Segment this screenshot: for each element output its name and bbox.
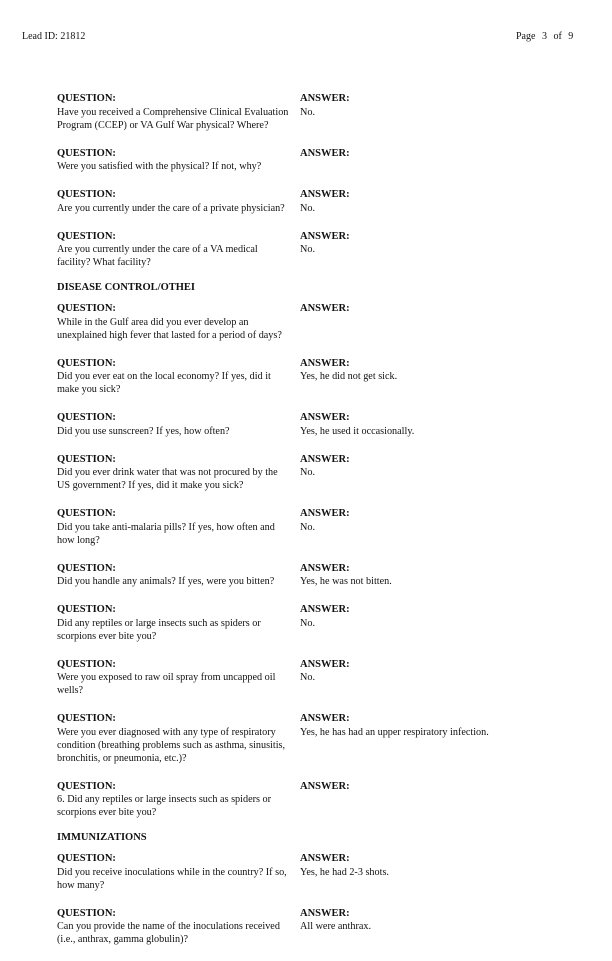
answer-text: Yes, he had 2-3 shots. <box>300 866 389 878</box>
qa-row <box>57 907 557 947</box>
qa-row <box>57 302 557 342</box>
answer-block <box>300 453 540 493</box>
question-label: QUESTION: <box>57 412 116 423</box>
question-block <box>57 188 300 215</box>
question-text: wells? <box>57 685 84 696</box>
answer-label: ANSWER: <box>300 508 350 519</box>
qa-row <box>57 603 557 643</box>
question-text: Did any reptiles or large insects such as spiders or <box>57 617 261 629</box>
question-label: QUESTION: <box>57 230 116 242</box>
question-text: scorpions ever bite you? <box>57 807 157 818</box>
question-label: QUESTION: <box>57 357 116 369</box>
answer-label: ANSWER: <box>300 357 350 369</box>
answer-text: All were anthrax. <box>300 921 371 932</box>
answer-text: No. <box>300 244 315 255</box>
qa-row <box>57 562 557 589</box>
qa-row <box>57 357 557 397</box>
answer-text: Yes, he was not bitten. <box>300 576 392 587</box>
section-heading: DISEASE CONTROL/OTHEI <box>57 282 195 293</box>
question-label: QUESTION: <box>57 604 116 615</box>
question-text: unexplained high fever that lasted for a period of days? <box>57 329 282 341</box>
answer-block <box>300 658 540 698</box>
question-block <box>57 302 300 342</box>
question-text: US government? If yes, did it make you sick? <box>57 480 244 491</box>
answer-label: ANSWER: <box>300 453 350 465</box>
answer-block <box>300 562 540 589</box>
question-label: QUESTION: <box>57 147 116 159</box>
answer-block <box>300 188 540 215</box>
question-block <box>57 562 300 589</box>
qa-row <box>57 92 557 132</box>
question-text: condition (breathing problems such as asthma, sinusitis, <box>57 739 286 751</box>
question-text: 6. Did any reptiles or large insects such as spiders or <box>57 794 271 805</box>
question-text: Are you currently under the care of a VA medical <box>57 244 258 255</box>
answer-block <box>300 712 540 765</box>
question-text: Did you ever eat on the local economy? If yes, did it <box>57 371 271 382</box>
answer-label: ANSWER: <box>300 853 350 864</box>
question-text: (i.e., anthrax, gamma globulin)? <box>57 934 188 945</box>
answer-block <box>300 603 540 643</box>
question-text: Have you received a Comprehensive Clinical Evaluation <box>57 106 289 118</box>
question-label: QUESTION: <box>57 562 116 574</box>
question-text: While in the Gulf area did you ever develop an <box>57 316 249 328</box>
answer-label: ANSWER: <box>300 713 350 724</box>
answer-text: No. <box>300 617 315 629</box>
question-text: Were you ever diagnosed with any type of respiratory <box>57 726 276 738</box>
question-text: facility? What facility? <box>57 257 151 268</box>
answer-text: Yes, he did not get sick. <box>300 371 398 382</box>
qa-row <box>57 411 557 438</box>
question-label: QUESTION: <box>57 189 116 200</box>
question-label: QUESTION: <box>57 93 116 104</box>
questionnaire <box>57 92 557 961</box>
question-label: QUESTION: <box>57 780 116 792</box>
question-block <box>57 507 300 547</box>
question-block <box>57 411 300 438</box>
question-text: Did you take anti-malaria pills? If yes, how often and <box>57 521 275 533</box>
answer-label: ANSWER: <box>300 189 350 200</box>
qa-row <box>57 780 557 820</box>
question-text: scorpions ever bite you? <box>57 630 157 642</box>
answer-label: ANSWER: <box>300 412 350 423</box>
answer-text: No. <box>300 672 315 683</box>
question-label: QUESTION: <box>57 713 116 724</box>
question-label: QUESTION: <box>57 508 116 519</box>
qa-row <box>57 453 557 493</box>
answer-block <box>300 230 540 270</box>
question-block <box>57 453 300 493</box>
answer-label: ANSWER: <box>300 147 350 159</box>
qa-row <box>57 188 557 215</box>
question-text: Did you use sunscreen? If yes, how often? <box>57 425 230 437</box>
question-text: Are you currently under the care of a private physician? <box>57 202 285 214</box>
question-text: how long? <box>57 534 100 546</box>
section-heading: IMMUNIZATIONS <box>57 832 147 843</box>
answer-block <box>300 302 540 342</box>
question-block <box>57 852 300 892</box>
lead-id: Lead ID: 21812 <box>22 31 86 42</box>
question-label: QUESTION: <box>57 453 116 465</box>
question-text: Program (CCEP) or VA Gulf War physical? Where? <box>57 119 269 131</box>
question-text: Were you satisfied with the physical? If not, why? <box>57 161 262 172</box>
answer-block <box>300 357 540 397</box>
answer-label: ANSWER: <box>300 780 350 792</box>
qa-row <box>57 852 557 892</box>
qa-row <box>57 712 557 765</box>
question-label: QUESTION: <box>57 658 116 670</box>
answer-label: ANSWER: <box>300 604 350 615</box>
question-block <box>57 230 300 270</box>
answer-label: ANSWER: <box>300 562 350 574</box>
answer-text: No. <box>300 106 315 118</box>
qa-row <box>57 147 557 174</box>
question-block <box>57 712 300 765</box>
answer-label: ANSWER: <box>300 303 350 314</box>
answer-label: ANSWER: <box>300 907 350 919</box>
answer-text: No. <box>300 521 315 533</box>
question-block <box>57 658 300 698</box>
answer-block <box>300 92 540 132</box>
qa-row <box>57 230 557 270</box>
question-block <box>57 603 300 643</box>
answer-block <box>300 411 540 438</box>
question-label: QUESTION: <box>57 853 116 864</box>
question-label: QUESTION: <box>57 303 116 314</box>
question-label: QUESTION: <box>57 907 116 919</box>
answer-label: ANSWER: <box>300 93 350 104</box>
answer-text: Yes, he used it occasionally. <box>300 425 415 437</box>
answer-block <box>300 780 540 820</box>
question-block <box>57 780 300 820</box>
qa-row <box>57 658 557 698</box>
answer-label: ANSWER: <box>300 230 350 242</box>
answer-block <box>300 907 540 947</box>
question-text: bronchitis, or pneumonia, etc.)? <box>57 752 187 764</box>
question-text: Were you exposed to raw oil spray from uncapped oil <box>57 672 276 683</box>
question-text: Did you ever drink water that was not procured by the <box>57 467 278 478</box>
question-block <box>57 92 300 132</box>
qa-row <box>57 507 557 547</box>
question-text: make you sick? <box>57 384 121 395</box>
answer-text: Yes, he has had an upper respiratory infection. <box>300 726 489 738</box>
question-text: Can you provide the name of the inoculations received <box>57 921 280 932</box>
question-text: Did you receive inoculations while in the country? If so, <box>57 866 287 878</box>
answer-label: ANSWER: <box>300 658 350 670</box>
answer-block <box>300 507 540 547</box>
question-text: how many? <box>57 879 105 891</box>
question-block <box>57 147 300 174</box>
answer-text: No. <box>300 467 315 478</box>
answer-block <box>300 852 540 892</box>
answer-block <box>300 147 540 174</box>
question-block <box>57 357 300 397</box>
question-text: Did you handle any animals? If yes, were you bitten? <box>57 576 275 587</box>
answer-text: No. <box>300 202 315 214</box>
page-number: Page 3 of 9 <box>516 31 574 42</box>
question-block <box>57 907 300 947</box>
